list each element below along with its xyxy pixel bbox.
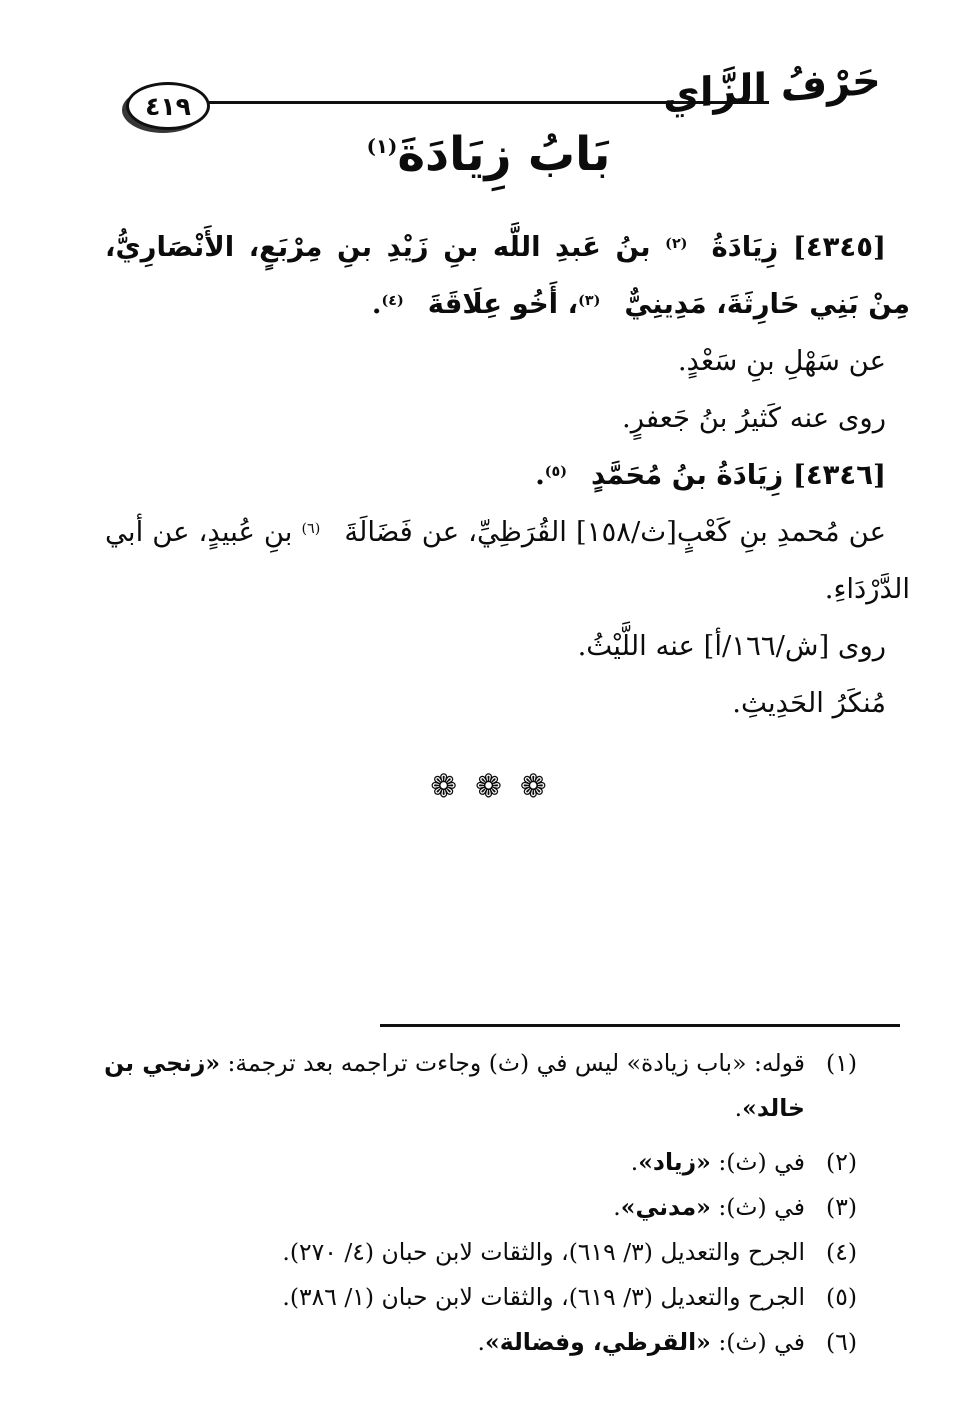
text-segment: عن سَهْلِ بنِ سَعْدٍ.: [677, 345, 886, 377]
footnote-text: [85, 1230, 805, 1275]
section-calligraphy: حَرْفُ الزَّاي: [663, 56, 881, 119]
text-segment: .: [613, 1193, 621, 1221]
text-segment: .: [535, 459, 545, 491]
footnote-row: [85, 1140, 857, 1185]
text-segment: ، أَخُو عِلَاقَةَ: [427, 288, 579, 320]
text-segment: عن مُحمدِ بنِ كَعْبٍ[ث/١٥٨] القُرَظِيِّ، عن فَضَالَةَ: [344, 516, 886, 548]
ornament-row: [0, 766, 977, 806]
text-segment: «زنجي بن خالد»: [104, 1049, 805, 1122]
text-segment: مُنكَرُ الحَدِيثِ.: [732, 687, 886, 719]
footnote-text: [85, 1140, 805, 1185]
text-segment: بنُ عَبدِ اللَّه بنِ زَيْدِ بنِ مِرْبَعٍ، الأَنْصَارِيُّ، مِنْ بَنِي حَارِثَةَ، مَدِينِيٌّ: [105, 231, 910, 320]
text-segment: .: [630, 1148, 639, 1176]
chapter-title: بَابُ زِيَادَةَ(١): [366, 127, 611, 182]
rosette-icon: ❁: [430, 767, 458, 805]
text-segment: .: [477, 1328, 485, 1356]
footnote-number: (٣): [826, 1193, 857, 1221]
footnote-row: [85, 1041, 857, 1131]
rosette-icon: ❁: [519, 767, 547, 805]
text-segment: .: [734, 1094, 743, 1122]
footnote-row: [85, 1320, 857, 1365]
rosette-icon: ❁: [475, 767, 502, 805]
footnote-row: [85, 1185, 857, 1230]
text-segment: «مدني»: [620, 1193, 711, 1221]
text-segment: .: [371, 288, 382, 320]
body-paragraph: عن مُحمدِ بنِ كَعْبٍ[ث/١٥٨] القُرَظِيِّ، عن فَضَالَةَ(٦) بنِ عُبيدٍ، عن أبي الدَّرْدَاءِ.: [105, 516, 910, 605]
text-segment: الجرح والتعديل (٣/ ٦١٩)، والثقات لابن حبان (٤/ ٢٧٠).: [282, 1238, 805, 1266]
footnote-separator: [380, 1024, 900, 1027]
body-paragraphs: [105, 219, 910, 732]
footnote-text: [85, 1275, 805, 1320]
text-segment: [٤٣٤٥] زِيَادَةُ: [711, 231, 887, 263]
text-segment: في (ث):: [710, 1148, 805, 1176]
text-segment: «زياد»: [638, 1148, 711, 1176]
page-number: ٤١٩: [145, 91, 191, 121]
text-segment: روى [ش/١٦٦/أ] عنه اللَّيْثُ.: [577, 630, 886, 662]
text-segment: [٤٣٤٦] زِيَادَةُ بنُ مُحَمَّدٍ: [591, 459, 886, 491]
text-segment: بنِ عُبيدٍ، عن أبي الدَّرْدَاءِ.: [105, 516, 910, 605]
body-paragraph: [105, 675, 910, 732]
footnote-row: [85, 1275, 857, 1320]
footnote-number: (٦): [826, 1328, 857, 1356]
body-paragraph: [105, 390, 910, 447]
footnote-text: [85, 1320, 805, 1365]
footnote-row: [85, 1230, 857, 1275]
footnote-number: (٢): [826, 1148, 857, 1176]
body-paragraph: [105, 618, 910, 675]
text-segment: في (ث):: [710, 1193, 805, 1221]
text-segment: روى عنه كَثيرُ بنُ جَعفرٍ.: [621, 402, 886, 434]
footnote-number: (١): [826, 1049, 857, 1077]
body-paragraph: [٤٣٤٦] زِيَادَةُ بنُ مُحَمَّدٍ(٥).: [535, 459, 886, 491]
text-segment: قوله: «باب زيادة» ليس في (ث) وجاءت تراجمه بعد ترجمة:: [220, 1049, 805, 1077]
text-segment: الجرح والتعديل (٣/ ٦١٩)، والثقات لابن حبان (١/ ٣٨٦).: [282, 1283, 805, 1311]
body-paragraph: [٤٣٤٥] زِيَادَةُ(٢) بنُ عَبدِ اللَّه بنِ زَيْدِ بنِ مِرْبَعٍ، الأَنْصَارِيُّ، مِنْ بَنِي حَارِثَةَ، مَدِينِيٌّ(٣)، أَخُو عِلَاقَةَ(٤).: [105, 231, 910, 320]
chapter-title-text: بَابُ زِيَادَةَ: [397, 127, 611, 182]
body-paragraph: [105, 333, 910, 390]
footnote-number: (٥): [826, 1283, 857, 1311]
footnote-text: [85, 1041, 805, 1131]
text-segment: في (ث):: [710, 1328, 805, 1356]
footnote-text: [85, 1185, 805, 1230]
footnotes: [85, 1041, 857, 1365]
text-segment: «القرظي، وفضالة»: [485, 1328, 711, 1356]
footnote-number: (٤): [826, 1238, 857, 1266]
